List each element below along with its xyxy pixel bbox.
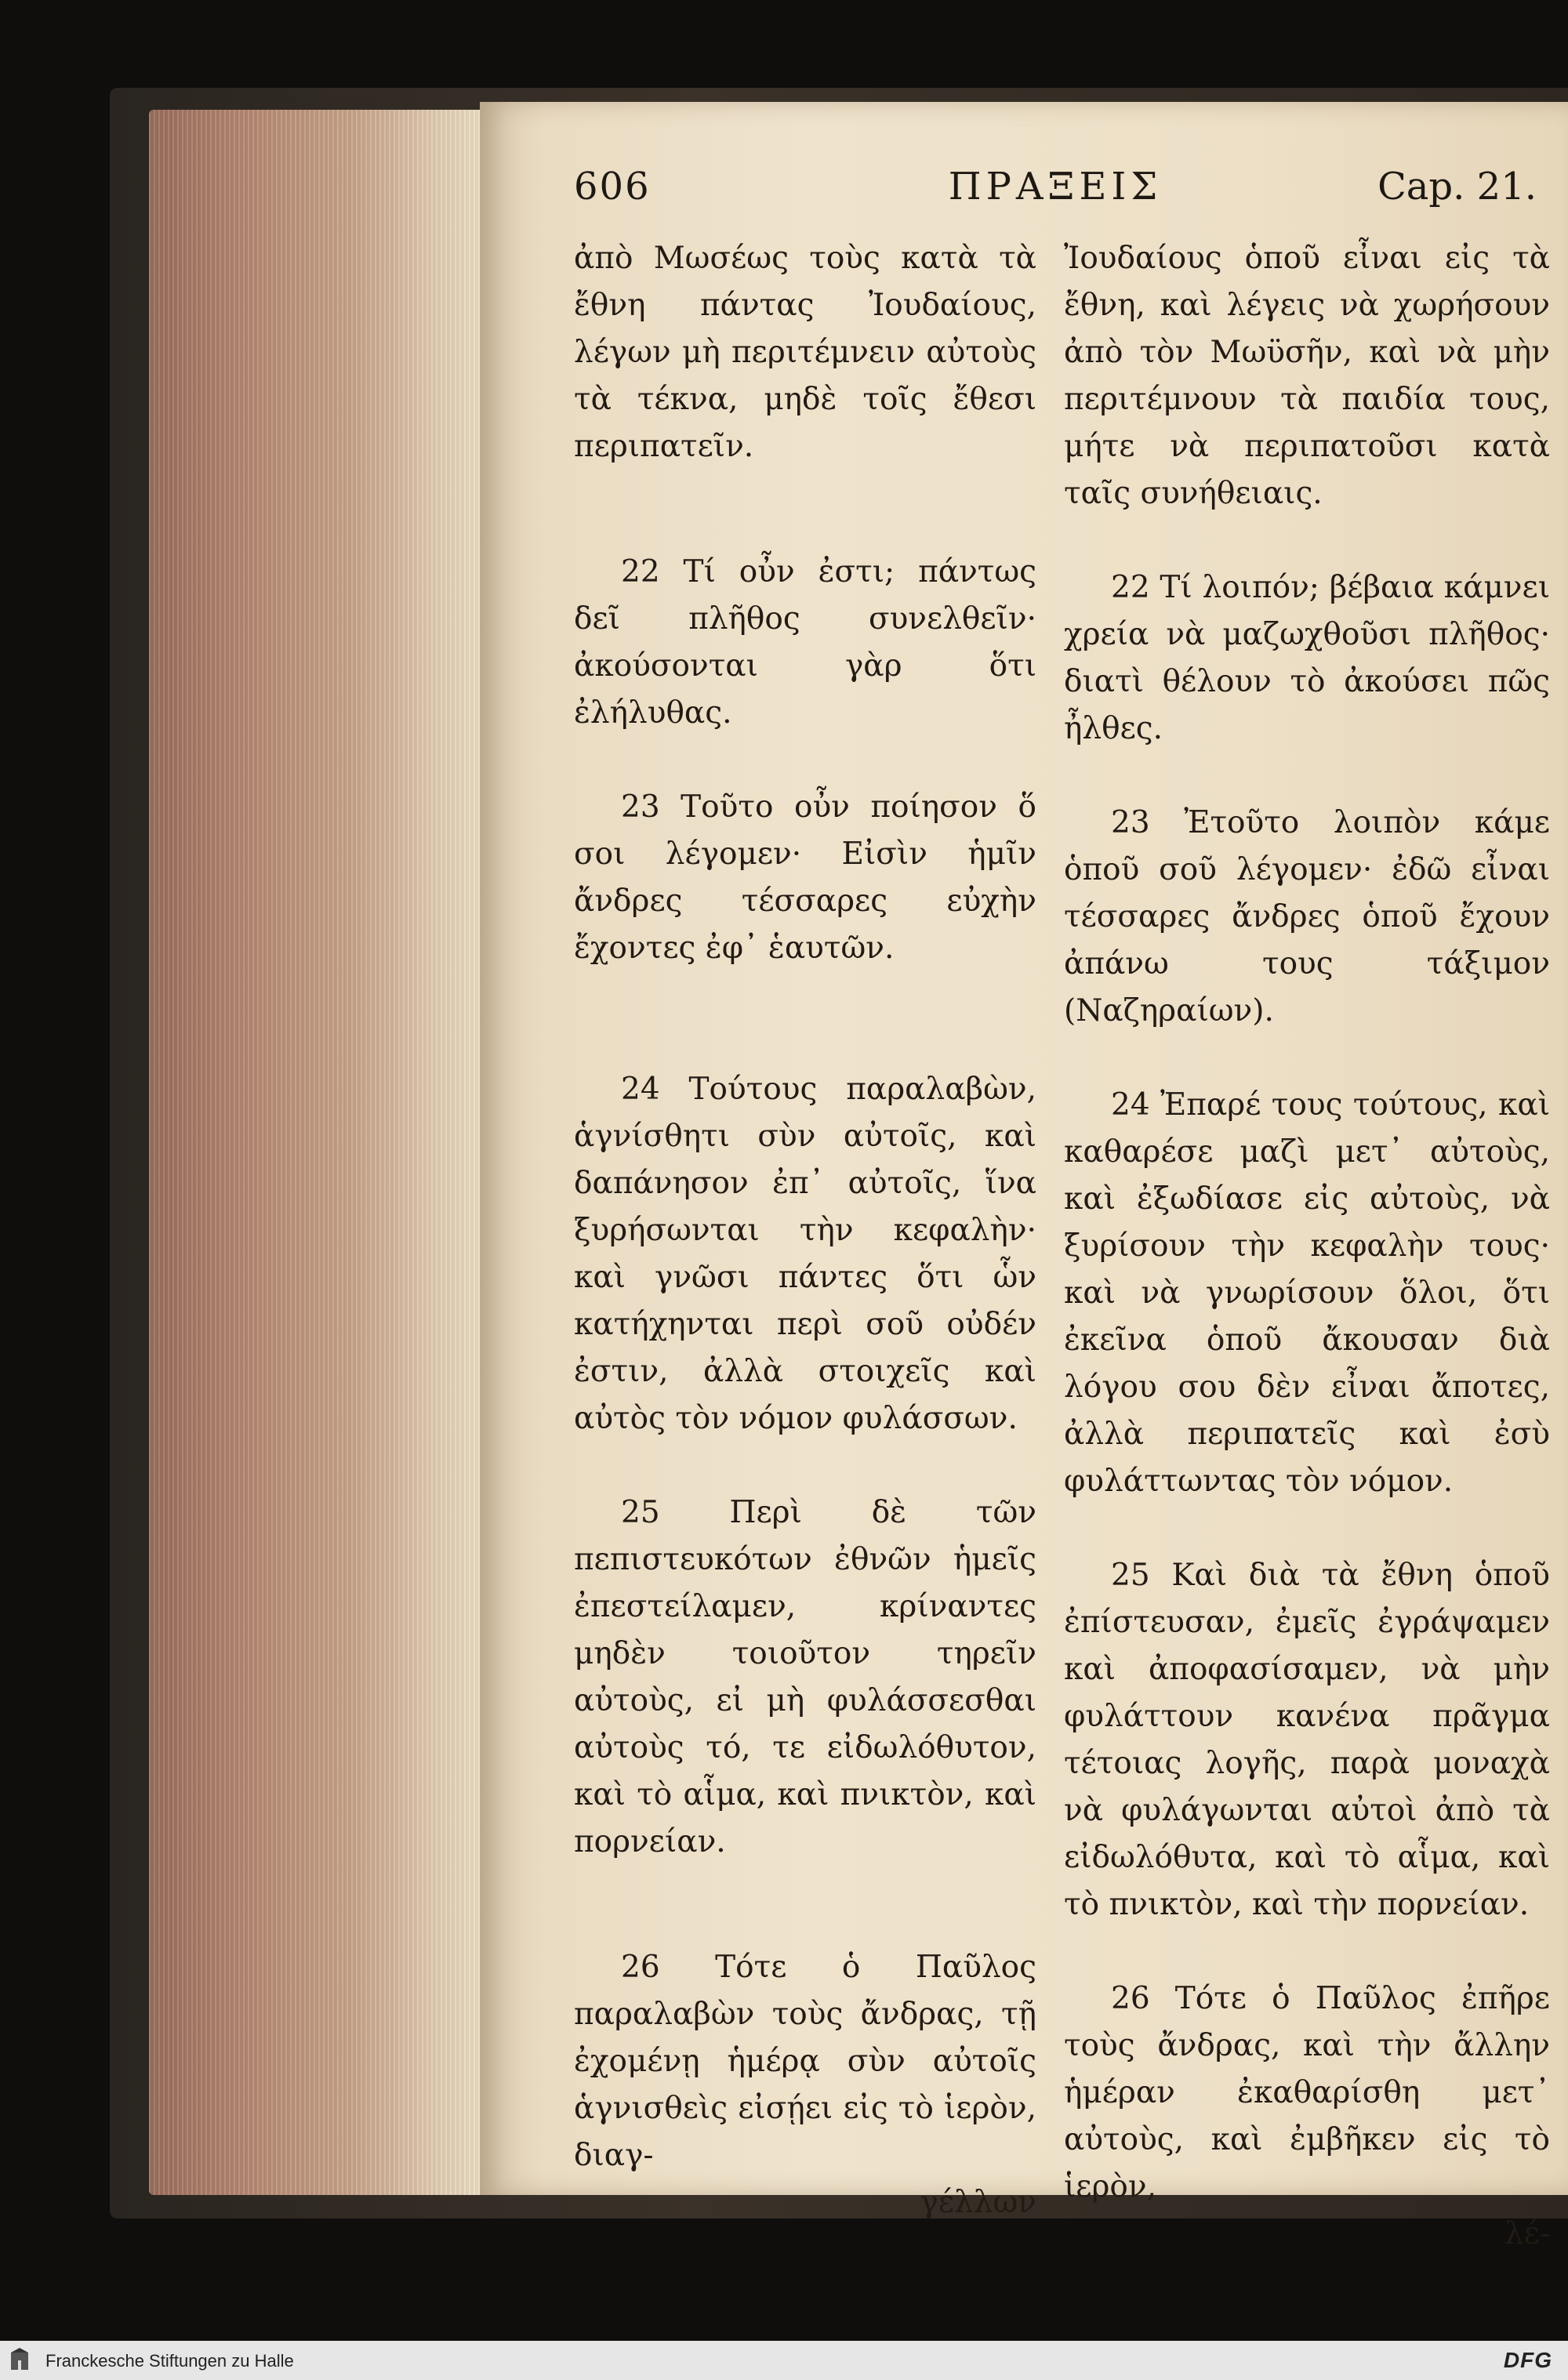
institution-logo-icon (9, 2348, 30, 2373)
vernacular-text-column (1064, 235, 1550, 2258)
catchword: λέ- (1504, 2216, 1550, 2251)
institution-label[interactable]: Franckesche Stiftungen zu Halle (45, 2351, 294, 2371)
verse-22: 22 Τί οὖν ἐστι; πάντως δεῖ πλῆθος συνελθεῖν· ἀκούσονται γὰρ ὅτι ἐλήλυθας. (574, 554, 1036, 731)
greek-text-column (574, 235, 1036, 2226)
dfg-logo[interactable]: DFG (1503, 2348, 1552, 2372)
verse-26: 26 Τότε ὁ Παῦλος ἐπῆρε τοὺς ἄνδρας, καὶ τὴν ἄλλην ἡμέραν ἐκαθαρίσθη μετ᾽ αὐτοὺς, καὶ ἐμβῆκεν εἰς τὸ ἱερὸν, (1064, 1981, 1550, 2204)
page-number: 606 (574, 165, 651, 209)
page-edges (149, 110, 486, 2195)
verse-24: 24 Ἐπαρέ τους τούτους, καὶ καθαρέσε μαζὶ μετ᾽ αὐτοὺς, καὶ ἐξωδίασε εἰς αὐτοὺς, νὰ ξυρίσουν τὴν κεφαλὴν τους· καὶ νὰ γνωρίσουν ὅλοι, ὅτι ἐκεῖνα ὁποῦ ἄκουσαν διὰ λόγου σου δὲν εἶναι ἄποτες, ἀλλὰ περιπατεῖς καὶ ἐσὺ φυλάττωντας τὸν νόμον. (1064, 1087, 1550, 1499)
verse-25: 25 Καὶ διὰ τὰ ἔθνη ὁποῦ ἐπίστευσαν, ἐμεῖς ἐγράψαμεν καὶ ἀποφασίσαμεν, νὰ μὴν φυλάττουν κανένα πρᾶγμα τέτοιας λογῆς, παρὰ μοναχὰ νὰ φυλάγωνται αὐτοὶ ἀπὸ τὰ εἰδωλόθυτα, καὶ τὸ αἷμα, καὶ τὸ πνικτὸν, καὶ τὴν πορνείαν. (1064, 1558, 1550, 1922)
verse-continuation: ἀπὸ Μωσέως τοὺς κατὰ τὰ ἔθνη πάντας Ἰουδαίους, λέγων μὴ περιτέμνειν αὐτοὺς τὰ τέκνα, μηδὲ τοῖς ἔθεσι περιπατεῖν. (574, 241, 1036, 464)
verse-25: 25 Περὶ δὲ τῶν πεπιστευκότων ἐθνῶν ἡμεῖς ἐπεστείλαμεν, κρίναντες μηδὲν τοιοῦτον τηρεῖν αὐτοὺς, εἰ μὴ φυλάσσεσθαι αὐτοὺς τό, τε εἰδωλόθυτον, καὶ τὸ αἷμα, καὶ πνικτὸν, καὶ πορνείαν. (574, 1495, 1036, 1859)
verse-continuation: Ἰουδαίους ὁποῦ εἶναι εἰς τὰ ἔθνη, καὶ λέγεις νὰ χωρήσουν ἀπὸ τὸν Μωϋσῆν, καὶ νὰ μὴν περιτέμνουν τὰ παιδία τους, μήτε νὰ περιπατοῦσι κατὰ ταῖς συνήθειαις. (1064, 241, 1550, 511)
chapter-label: Cap. 21. (1377, 165, 1537, 209)
catchword: γέλλων (920, 2185, 1036, 2220)
page-header (574, 165, 1537, 227)
book-page (480, 102, 1568, 2251)
footer-bar (0, 2341, 1568, 2380)
verse-22: 22 Τί λοιπόν; βέβαια κάμνει χρεία νὰ μαζωχθοῦσι πλῆθος· διατὶ θέλουν τὸ ἀκούσει πῶς ἦλθες. (1064, 570, 1550, 746)
verse-23: 23 Ἐτοῦτο λοιπὸν κάμε ὁποῦ σοῦ λέγομεν· ἐδῶ εἶναι τέσσαρες ἄνδρες ὁποῦ ἔχουν ἀπάνω τους τάξιμον (Ναζηραίων). (1064, 805, 1550, 1029)
verse-23: 23 Τοῦτο οὖν ποίησον ὅ σοι λέγομεν· Εἰσὶν ἡμῖν ἄνδρες τέσσαρες εὐχὴν ἔχοντες ἐφ᾽ ἑαυτῶν. (574, 789, 1036, 966)
verse-26: 26 Τότε ὁ Παῦλος παραλαβὼν τοὺς ἄνδρας, τῇ ἐχομένῃ ἡμέρᾳ σὺν αὐτοῖς ἁγνισθεὶς εἰσῄει εἰς τὸ ἱερὸν, διαγ- (574, 1950, 1036, 2173)
verse-24: 24 Τούτους παραλαβὼν, ἁγνίσθητι σὺν αὐτοῖς, καὶ δαπάνησον ἐπ᾽ αὐτοῖς, ἵνα ξυρήσωνται τὴν κεφαλὴν· καὶ γνῶσι πάντες ὅτι ὧν κατήχηνται περὶ σοῦ οὐδέν ἐστιν, ἀλλὰ στοιχεῖς καὶ αὐτὸς τὸν νόμον φυλάσσων. (574, 1072, 1036, 1436)
running-title: ΠΡΑΞΕΙΣ (948, 165, 1163, 209)
